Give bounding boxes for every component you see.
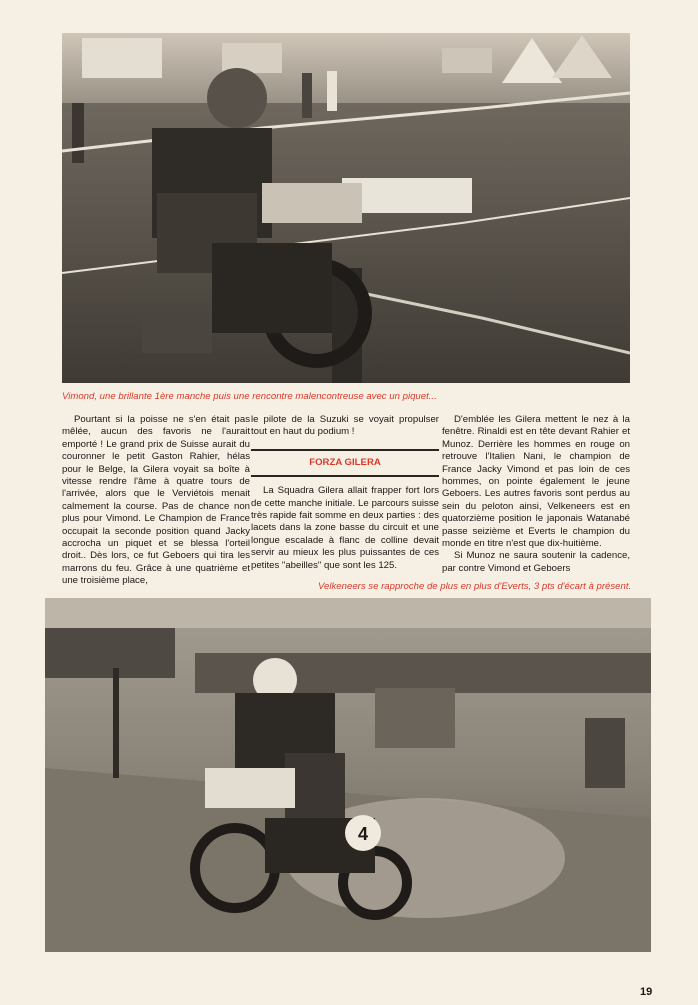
velkeneers-photo xyxy=(45,598,651,952)
column-1-paragraph: Pourtant si la poisse ne s'en était pas mêlée, aucun des favoris ne l'aurait emporté ! Le grand prix de Suisse aurait du couronner le petit Gaston Rahier, hélas pour le Belge, la Gilera voyait sa boîte à vitesse rendre l'âme à quatre tours de l'arrivée, alors que le Verviétois menait calmement la course. Pas de chance non plus pour Vimond. Le Champion de France occupait la seconde position quand Jacky accrocha un piquet et se blessa l'orteil droit.. Dès lors, ce fut Geboers qui tira les marrons du feu. Grâce à une quatrième et une troisième place, xyxy=(62,414,250,587)
section-rule-top xyxy=(251,449,439,451)
article-column-2 xyxy=(251,414,439,572)
page-number: 19 xyxy=(640,986,653,998)
vimond-photo-image xyxy=(62,33,630,383)
article-column-3 xyxy=(442,414,630,575)
vimond-photo xyxy=(62,33,630,383)
bike-number-plate: 4 xyxy=(357,824,369,844)
column-2-paragraph: La Squadra Gilera allait frapper fort lors de cette manche initiale. Le parcours suisse très rapide fait somme en deux parties : des lacets dans la zone basse du circuit et une longue escalade à flanc de colline devait servir au mieux les plus puissantes de ces petites "abeilles" que sont les 125. xyxy=(251,485,439,571)
column-2-intro: le pilote de la Suzuki se voyait propulser tout en haut du podium ! xyxy=(251,414,439,438)
column-3-paragraph-1: D'emblée les Gilera mettent le nez à la fenêtre. Rinaldi est en tête devant Rahier et Munoz. Derrière les hommes en rouge on retrouve l'Italien Nani, le champion de France Jacky Vimond et pas loin de ces hommes, on pointe également le jeune Geboers. Les autres favoris sont perdus au sein du peloton ainsi, Velkeneers est en quatorzième position le japonais Watanabé passe seizième et Everts le champion du monde en titre n'est que dix-huitième. xyxy=(442,414,630,550)
velkeneers-photo-image xyxy=(45,598,651,952)
section-title: FORZA GILERA xyxy=(309,456,381,468)
article-column-1 xyxy=(62,414,250,588)
bottom-photo-caption: Velkeneers se rapproche de plus en plus d'Everts, 3 pts d'écart à présent. xyxy=(318,581,632,592)
column-3-paragraph-2: Si Munoz ne saura soutenir la cadence, par contre Vimond et Geboers xyxy=(442,550,630,574)
top-photo-caption: Vimond, une brillante 1ère manche puis une rencontre malencontreuse avec un piquet... xyxy=(62,391,437,402)
